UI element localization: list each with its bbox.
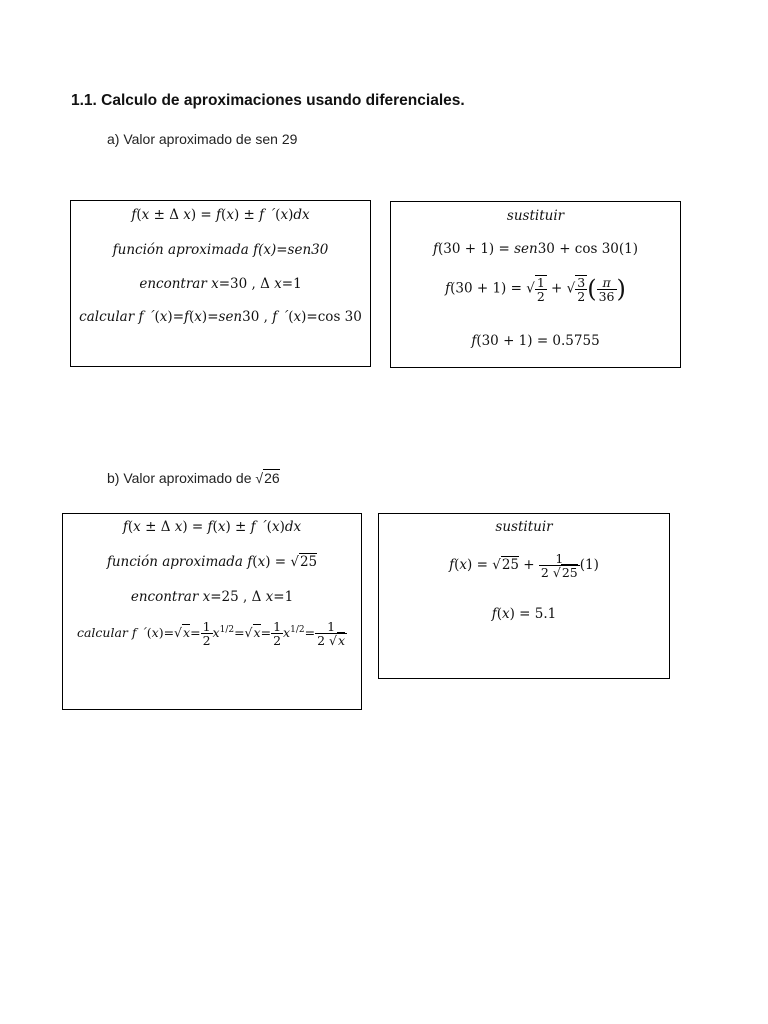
find-word: encontrar (139, 276, 207, 292)
substitute-title: sustituir (506, 208, 565, 224)
section-heading: 1.1. Calculo de aproximaciones usando diferenciales. (71, 92, 465, 109)
find-values-line: encontrar x=30 , Δ x=1 (139, 276, 302, 292)
differential-formula-b: f(x ± Δ x) = f(x) ± f ´(x)dx (122, 519, 302, 535)
part-b-radicand: 26 (264, 470, 280, 486)
calc-word-b: calcular (76, 625, 128, 641)
derivative-value: cos 30 (317, 309, 362, 325)
substitution-step-b: f(x) = √25 + $\frac{1}{2 √25}$ (1) (449, 551, 599, 581)
substitution-step-2: f(30 + 1) = √ $\frac{1}{2}$ + √ $\frac{3}{2}$ ( $\frac{\pi}{36}$ ) (445, 274, 626, 305)
x-value-b: 25 (221, 589, 239, 605)
derivative-line-b: calcular f ´(x)=√x= $\frac{1}{2}$ $x^{1/2}=√x=$ $\frac{1}{2}$ $x^{1/2}=$ $\frac{1}{2 √x}$ (76, 619, 346, 649)
result-value-b: 5.1 (534, 606, 557, 622)
part-a-substitution-box (390, 201, 681, 368)
part-b-label (107, 470, 280, 486)
find-word-b: encontrar (130, 589, 199, 605)
part-b-formula-box (62, 513, 362, 710)
approx-function-line: función aproximada f(x)=sen30 (112, 242, 329, 258)
approx-function-value: sen30 (287, 242, 329, 258)
substitution-result: f(30 + 1) = 0.5755 (471, 333, 600, 349)
substitution-step-1: f(30 + 1) = sen30 + cos 30(1) (433, 241, 638, 257)
find-values-line-b: encontrar x=25 , Δ x=1 (130, 589, 294, 605)
part-b-label-text: b) Valor aproximado de (107, 470, 256, 486)
approx-function-word-b: función aproximada (106, 554, 243, 570)
result-value-a: 0.5755 (552, 333, 600, 349)
substitute-title-b: sustituir (495, 519, 553, 535)
part-b-substitution-box (378, 513, 670, 679)
x-value: 30 (230, 276, 248, 292)
differential-formula: f(x ± Δ x) = f(x) ± f ´(x)dx (131, 207, 310, 223)
part-a-label: a) Valor aproximado de sen 29 (107, 131, 298, 147)
approx-function-word: función aproximada (112, 242, 249, 258)
substitution-result-b: f(x) = 5.1 (491, 606, 557, 622)
part-b-sqrt: √26 (255, 470, 280, 486)
approx-function-line-b: función aproximada f(x) = √25 (106, 554, 318, 570)
derivative-line: calcular f ´(x)=f(x)=sen30 , f ´(x)=cos 30 (79, 309, 362, 325)
dx-value: 1 (293, 276, 302, 292)
part-a-formula-box (70, 200, 371, 367)
dx-value-b: 1 (284, 589, 294, 605)
calc-word: calcular (79, 309, 135, 325)
